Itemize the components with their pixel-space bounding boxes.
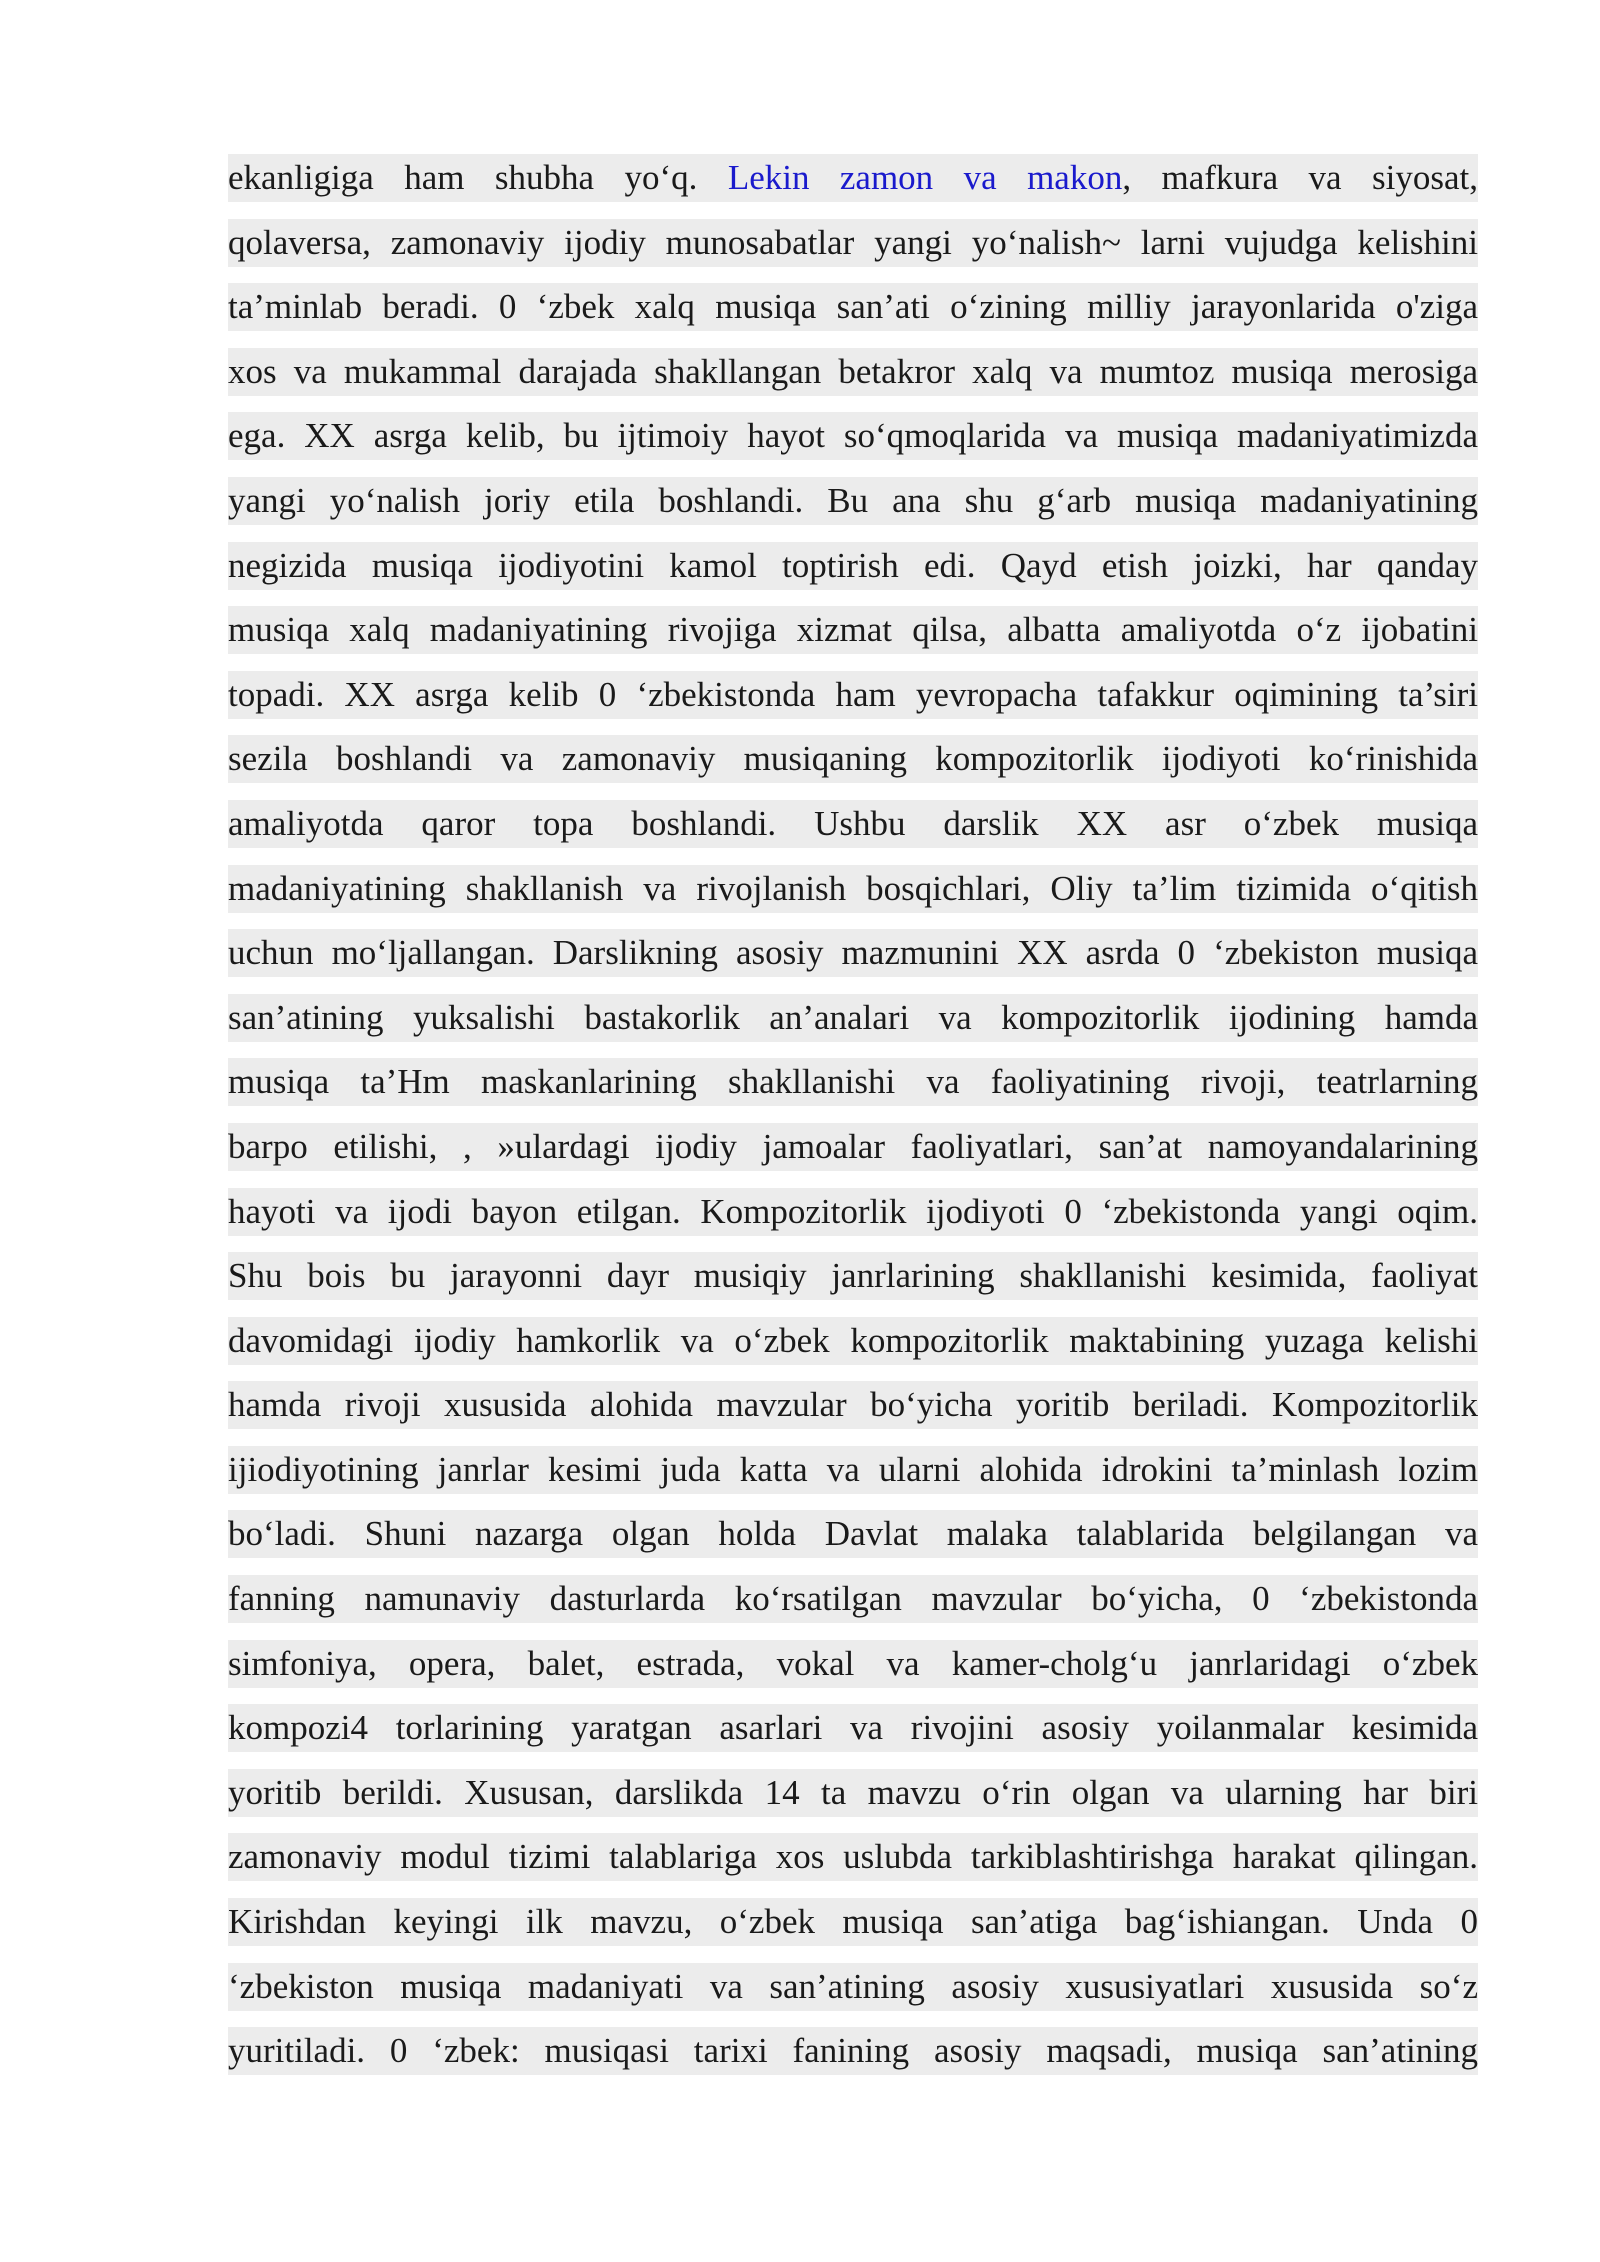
line-text: madaniyatining shakllanish va rivojlanish bosqichlari, Oliy ta’lim tizimida o‘qitish [228, 868, 1478, 908]
line-text: yangi yo‘nalish joriy etila boshlandi. Bu ana shu g‘arb musiqa madaniyatining [228, 480, 1478, 520]
line-text: ijiodiyotining janrlar kesimi juda katta va ularni alohida idrokini ta’minlash lozim [228, 1449, 1478, 1489]
text-line [228, 275, 1478, 340]
line-text: ega. XX asrga kelib, bu ijtimoiy hayot so‘qmoqlarida va musiqa madaniyatimizda [228, 416, 1478, 456]
line-text: hamda rivoji xususida alohida mavzular bo‘yicha yoritib beriladi. Kompozitorlik [228, 1385, 1478, 1425]
line-text: amaliyotda qaror topa boshlandi. Ushbu darslik XX asr o‘zbek musiqa [228, 803, 1478, 843]
text-line [228, 1825, 1478, 1890]
line-text: negizida musiqa ijodiyotini kamol toptirish edi. Qayd etish joizki, har qanday [228, 545, 1478, 585]
text-line [228, 2019, 1478, 2084]
text-line [228, 146, 1478, 211]
line-text: fanning namunaviy dasturlarda ko‘rsatilgan mavzular bo‘yicha, 0 ‘zbekistonda [228, 1579, 1478, 1619]
line-text: uchun mo‘ljallangan. Darslikning asosiy mazmunini XX asrda 0 ‘zbekiston musiqa [228, 933, 1478, 973]
line-text: ‘zbekiston musiqa madaniyati va san’atining asosiy xususiyatlari xususida so‘z [228, 1966, 1478, 2006]
line-text [228, 146, 1478, 211]
text-line [228, 534, 1478, 599]
text-line [228, 986, 1478, 1051]
line-text: qolaversa, zamonaviy ijodiy munosabatlar yangi yo‘nalish~ larni vujudga kelishini [228, 222, 1478, 262]
line-text: musiqa xalq madaniyatining rivojiga xizmat qilsa, albatta amaliyotda o‘z ijobatini [228, 610, 1478, 650]
text-line [228, 1180, 1478, 1245]
text-line [228, 1438, 1478, 1503]
text-line [228, 1761, 1478, 1826]
line-text: barpo etilishi, , »ulardagi ijodiy jamoalar faoliyatlari, san’at namoyandalarining [228, 1126, 1478, 1166]
text-line [228, 727, 1478, 792]
text-line [228, 663, 1478, 728]
line-text: simfoniya, opera, balet, estrada, vokal va kamer-cholg‘u janrlaridagi o‘zbek [228, 1643, 1478, 1683]
text-line [228, 1309, 1478, 1374]
line-text: ta’minlab beradi. 0 ‘zbek xalq musiqa san’ati o‘zining milliy jarayonlarida o'ziga [228, 287, 1478, 327]
text-line [228, 1632, 1478, 1697]
text-line [228, 792, 1478, 857]
line-text: kompozi4 torlarining yaratgan asarlari va rivojini asosiy yoilanmalar kesimida [228, 1708, 1478, 1748]
body-text [228, 146, 1478, 2084]
line-text: bo‘ladi. Shuni nazarga olgan holda Davlat malaka talablarida belgilangan va [228, 1514, 1478, 1554]
text-line [228, 404, 1478, 469]
line-text-post: , mafkura va siyosat, [1122, 158, 1478, 197]
text-line [228, 857, 1478, 922]
line-text: hayoti va ijodi bayon etilgan. Kompozitorlik ijodiyoti 0 ‘zbekistonda yangi oqim. [228, 1191, 1478, 1231]
text-line [228, 1050, 1478, 1115]
text-line [228, 1567, 1478, 1632]
text-line [228, 921, 1478, 986]
line-text: xos va mukammal darajada shakllangan betakror xalq va mumtoz musiqa merosiga [228, 351, 1478, 391]
line-text: topadi. XX asrga kelib 0 ‘zbekistonda ham yevropacha tafakkur oqimining ta’siri [228, 674, 1478, 714]
text-line [228, 469, 1478, 534]
text-line [228, 211, 1478, 276]
line-text: sezila boshlandi va zamonaviy musiqaning kompozitorlik ijodiyoti ko‘rinishida [228, 739, 1478, 779]
text-line [228, 598, 1478, 663]
inline-link[interactable]: Lekin zamon va makon [727, 158, 1123, 197]
text-line [228, 1244, 1478, 1309]
line-text: san’atining yuksalishi bastakorlik an’analari va kompozitorlik ijodining hamda [228, 997, 1478, 1037]
line-text-pre: ekanligiga ham shubha yo‘q. [228, 158, 728, 197]
text-line [228, 1502, 1478, 1567]
text-line [228, 1696, 1478, 1761]
text-line [228, 1115, 1478, 1180]
line-text: Kirishdan keyingi ilk mavzu, o‘zbek musiqa san’atiga bag‘ishiangan. Unda 0 [228, 1902, 1478, 1942]
line-text: Shu bois bu jarayonni dayr musiqiy janrlarining shakllanishi kesimida, faoliyat [228, 1256, 1478, 1296]
text-line [228, 1955, 1478, 2020]
line-text: yuritiladi. 0 ‘zbek: musiqasi tarixi fanining asosiy maqsadi, musiqa san’atining [228, 2031, 1478, 2071]
text-line [228, 1890, 1478, 1955]
text-line [228, 340, 1478, 405]
line-text: yoritib berildi. Xususan, darslikda 14 ta mavzu o‘rin olgan va ularning har biri [228, 1772, 1478, 1812]
line-text: zamonaviy modul tizimi talablariga xos uslubda tarkiblashtirishga harakat qilingan. [228, 1837, 1478, 1877]
text-line [228, 1373, 1478, 1438]
line-text: musiqa ta’Hm maskanlarining shakllanishi va faoliyatining rivoji, teatrlarning [228, 1062, 1478, 1102]
line-text: davomidagi ijodiy hamkorlik va o‘zbek kompozitorlik maktabining yuzaga kelishi [228, 1320, 1478, 1360]
